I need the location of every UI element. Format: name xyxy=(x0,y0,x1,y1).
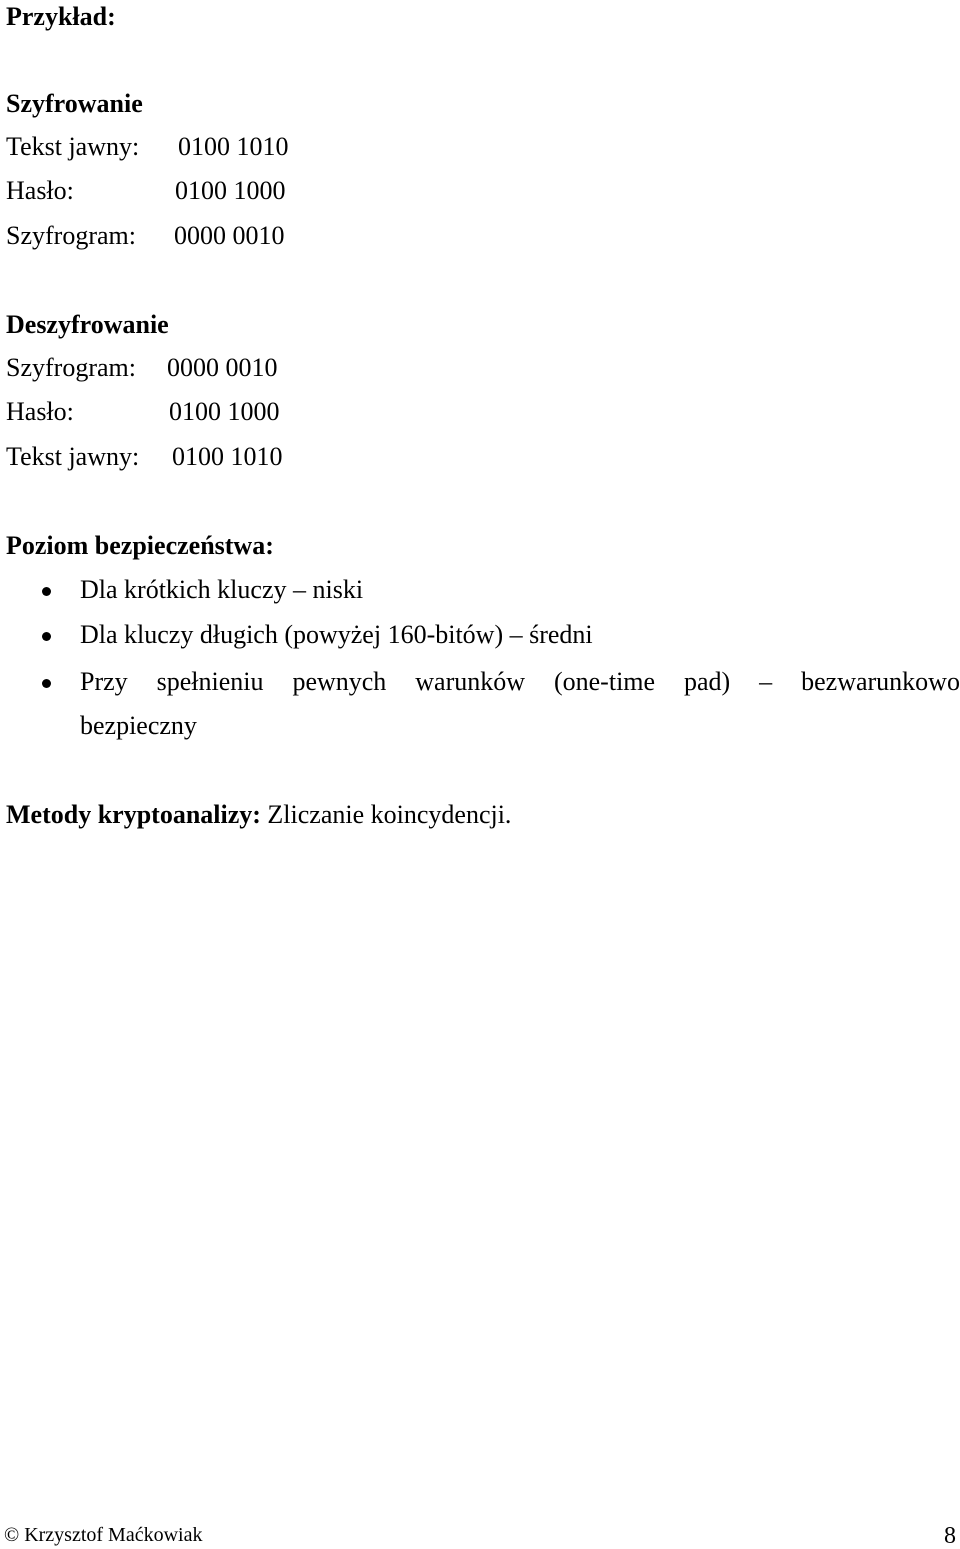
methods-label: Metody kryptoanalizy: xyxy=(6,800,261,829)
encryption-value-ciphertext: 0000 0010 xyxy=(174,221,285,250)
security-title: Poziom bezpieczeństwa: xyxy=(6,531,274,560)
word: bezwarunkowo xyxy=(801,667,960,696)
encryption-title: Szyfrowanie xyxy=(6,89,143,118)
bullet-icon xyxy=(42,587,51,596)
page-heading: Przykład: xyxy=(6,2,116,31)
security-item-long-keys: Dla kluczy długich (powyżej 160-bitów) – średni xyxy=(80,620,593,649)
decryption-title: Deszyfrowanie xyxy=(6,310,169,339)
word: pad) xyxy=(684,667,731,696)
bullet-icon xyxy=(42,679,51,688)
decryption-label-ciphertext: Szyfrogram: xyxy=(6,353,136,382)
decryption-label-plaintext: Tekst jawny: xyxy=(6,442,140,471)
word: pewnych xyxy=(292,667,387,696)
decryption-label-key: Hasło: xyxy=(6,397,74,426)
word: (one-time xyxy=(553,667,656,696)
encryption-value-plaintext: 0100 1010 xyxy=(178,132,289,161)
security-item-one-time-pad-wrap: bezpieczny xyxy=(80,711,197,740)
decryption-value-key: 0100 1000 xyxy=(169,397,280,426)
word: warunków xyxy=(415,667,526,696)
decryption-value-plaintext: 0100 1010 xyxy=(172,442,283,471)
bullet-icon xyxy=(42,632,51,641)
word: Przy xyxy=(80,667,128,696)
decryption-value-ciphertext: 0000 0010 xyxy=(167,353,278,382)
encryption-label-ciphertext: Szyfrogram: xyxy=(6,221,136,250)
security-item-one-time-pad xyxy=(80,669,960,695)
methods-line xyxy=(6,802,511,828)
encryption-label-plaintext: Tekst jawny: xyxy=(6,132,140,161)
encryption-label-key: Hasło: xyxy=(6,176,74,205)
footer-author: © Krzysztof Maćkowiak xyxy=(4,1524,203,1546)
methods-value: Zliczanie koincydencji. xyxy=(267,800,512,829)
word: spełnieniu xyxy=(156,667,264,696)
security-item-short-keys: Dla krótkich kluczy – niski xyxy=(80,575,364,604)
word: – xyxy=(759,667,773,696)
encryption-value-key: 0100 1000 xyxy=(175,176,286,205)
page-number: 8 xyxy=(944,1523,956,1549)
